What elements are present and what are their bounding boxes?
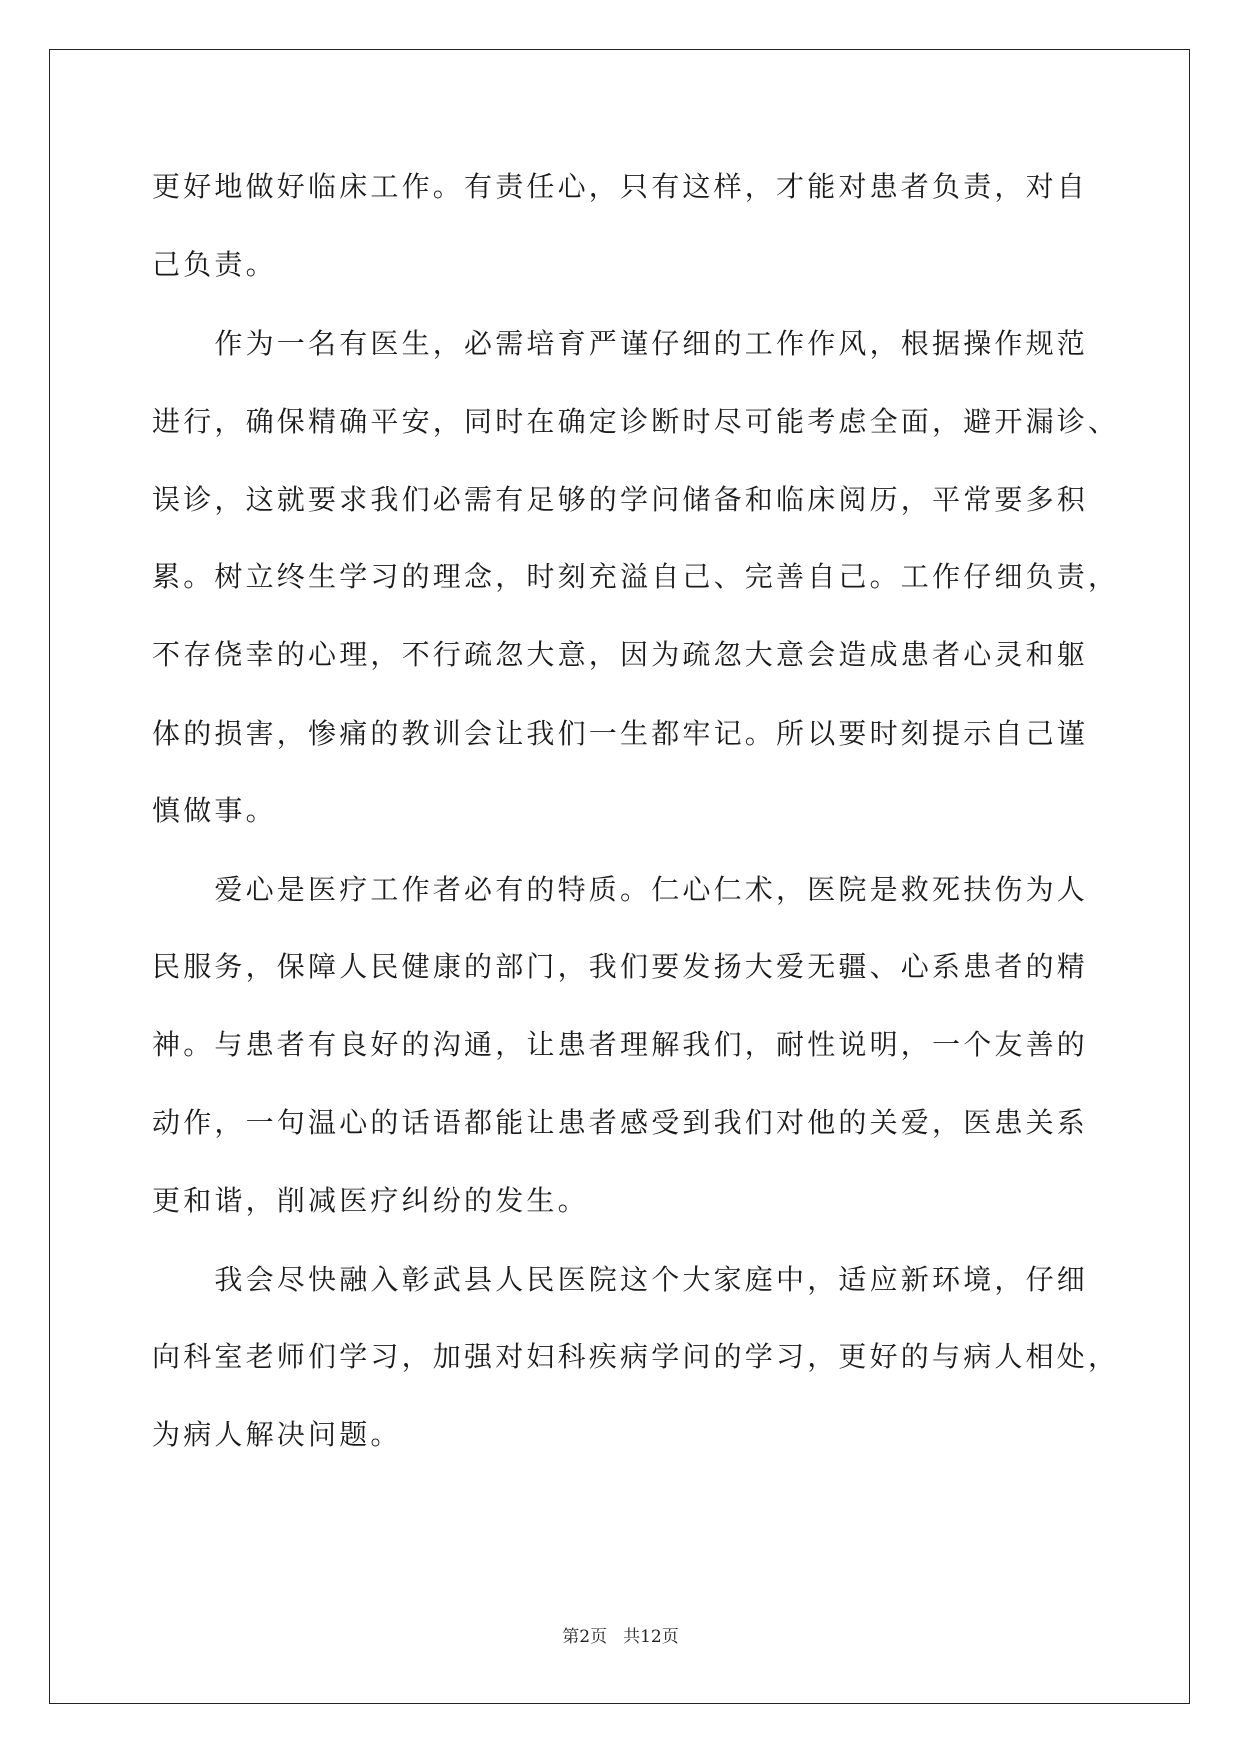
text-line: 不存侥幸的心理，不行疏忽大意，因为疏忽大意会造成患者心灵和躯 [152, 638, 1089, 671]
text-line: 误诊，这就要求我们必需有足够的学问储备和临床阅历，平常要多积 [152, 483, 1089, 516]
text-line: 累。树立终生学习的理念，时刻充溢自己、完善自己。工作仔细负责， [152, 560, 1120, 593]
text-line: 作为一名有医生，必需培育严谨仔细的工作作风，根据操作规范 [152, 327, 1089, 360]
text-line: 体的损害，惨痛的教训会让我们一生都牢记。所以要时刻提示自己谨 [152, 717, 1089, 750]
text-line: 为病人解决问题。 [152, 1418, 402, 1451]
text-line: 己负责。 [152, 248, 277, 281]
text-line: 爱心是医疗工作者必有的特质。仁心仁术，医院是救死扶伤为人 [152, 873, 1089, 906]
page-footer [0, 1626, 1241, 1648]
text-line: 进行，确保精确平安，同时在确定诊断时尽可能考虑全面，避开漏诊、 [152, 405, 1120, 438]
text-line: 更好地做好临床工作。有责任心，只有这样，才能对患者负责，对自 [152, 170, 1089, 203]
page-total: 共12页 [623, 1627, 679, 1647]
page-number: 第2页 [562, 1627, 608, 1647]
text-line: 民服务，保障人民健康的部门，我们要发扬大爱无疆、心系患者的精 [152, 950, 1089, 983]
text-line: 动作，一句温心的话语都能让患者感受到我们对他的关爱，医患关系 [152, 1106, 1089, 1139]
text-line: 慎做事。 [152, 794, 277, 827]
text-line: 神。与患者有良好的沟通，让患者理解我们，耐性说明，一个友善的 [152, 1028, 1089, 1061]
text-line: 向科室老师们学习，加强对妇科疾病学问的学习，更好的与病人相处， [152, 1340, 1120, 1373]
text-line: 更和谐，削减医疗纠纷的发生。 [152, 1184, 589, 1217]
text-line: 我会尽快融入彰武县人民医院这个大家庭中，适应新环境，仔细 [152, 1263, 1089, 1296]
